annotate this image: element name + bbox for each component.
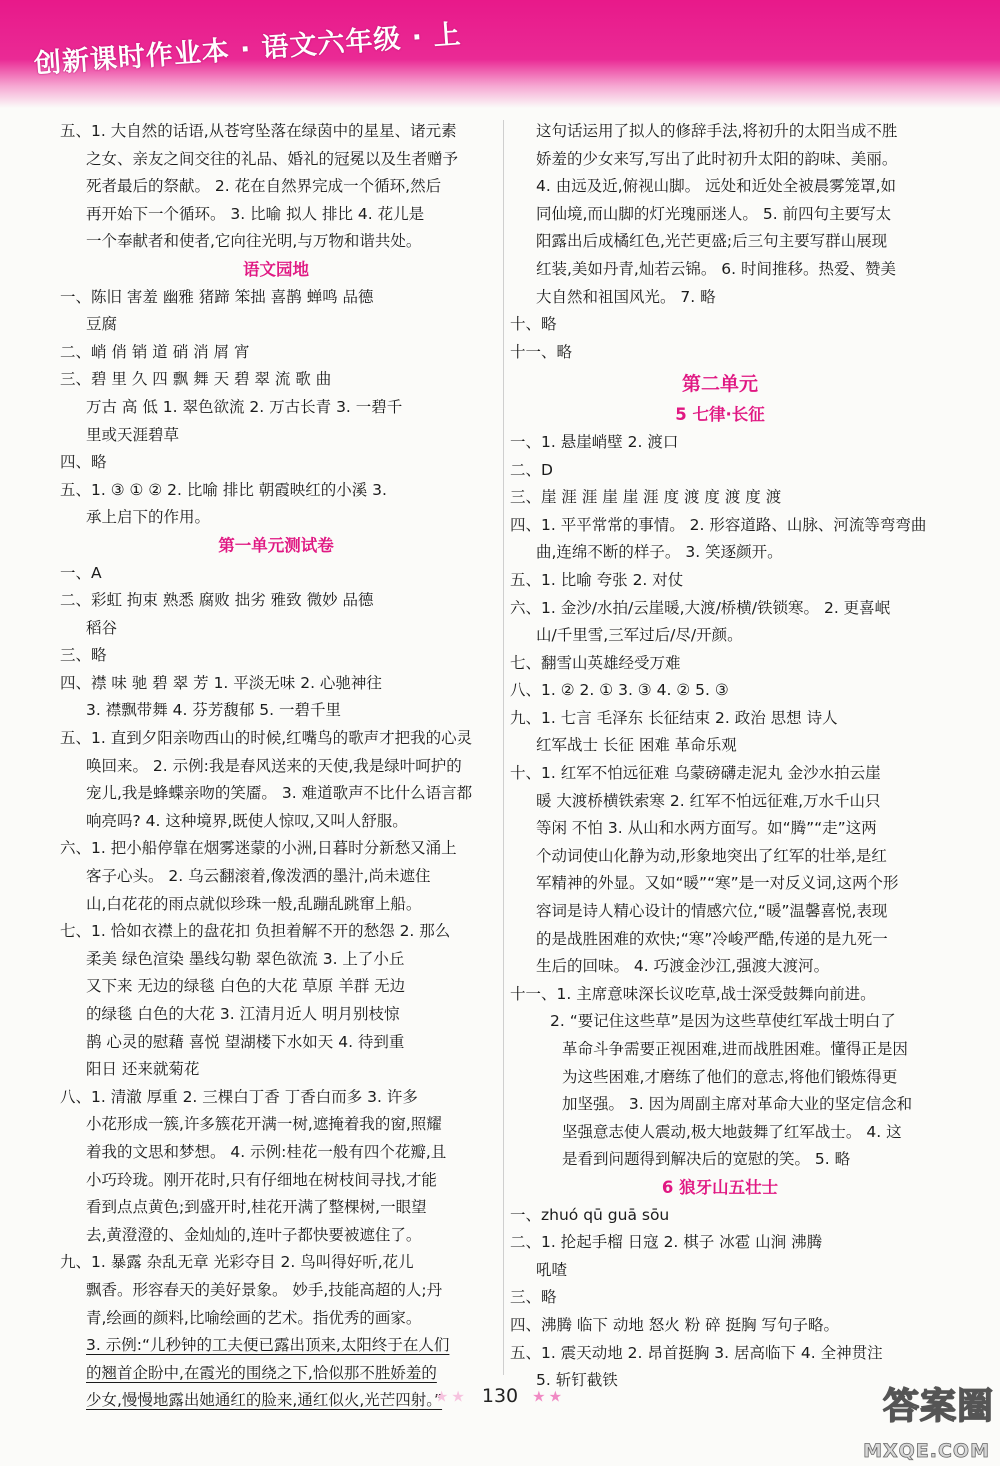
answer-line: 七、1. 恰如衣襟上的盘花扣 负担着解不开的愁怨 2. 那么: [60, 922, 451, 941]
answer-line: 阳露出后成橘红色,光芒更盛;后三句主要写群山展现: [536, 232, 888, 251]
answer-line: 六、1. 金沙/水拍/云崖暖,大渡/桥横/铁锁寒。 2. 更喜岷: [510, 598, 891, 617]
answer-line: 军精神的外显。又如“暖”“寒”是一对反义词,这两个形: [536, 874, 899, 893]
answer-line: 十、1. 红军不怕远征难 乌蒙磅礴走泥丸 金沙水拍云崖: [510, 764, 881, 783]
header-banner: [0, 0, 1000, 108]
answer-line: 个动词使山化静为动,形象地突出了红军的壮举,是红: [536, 846, 887, 865]
answer-line: 宠儿,我是蜂蝶亲吻的笑靥。 3. 难道歌声不比什么语言都: [86, 784, 473, 803]
left-column: [60, 118, 492, 1415]
section-heading: 第一单元测试卷: [218, 535, 334, 555]
answer-line: 二、峭 俏 销 道 硝 消 屑 宵: [60, 342, 250, 361]
watermark-logo: [844, 1374, 994, 1466]
answer-line: 是看到问题得到解决后的宽慰的笑。 5. 略: [562, 1150, 851, 1169]
answer-line: 三、崖 涯 涯 崖 崖 涯 度 渡 度 渡 度 渡: [510, 488, 782, 507]
answer-line: 曲,连绵不断的样子。 3. 笑逐颜开。: [536, 543, 783, 562]
section-heading: 语文园地: [243, 259, 309, 279]
answer-line: 暖 大渡桥横铁索寒 2. 红军不怕远征难,万水千山只: [536, 791, 881, 810]
answer-line: 三、略: [510, 1288, 557, 1307]
answer-line: 十一、略: [510, 342, 573, 361]
answer-line: 一个奉献者和使者,它向往光明,与万物和谐共处。: [86, 232, 422, 251]
column-divider: [503, 120, 504, 1375]
answer-line: 小巧玲珑。刚开花时,只有仔细地在树枝间寻找,才能: [86, 1170, 437, 1189]
answer-line: 等闲 不怕 3. 从山和水两方面写。如“腾”“走”这两: [536, 819, 877, 838]
page-number: 130: [481, 1385, 519, 1407]
section-heading: 第二单元: [681, 373, 758, 396]
answer-line: 山/千里雪,三军过后/尽/开颜。: [536, 626, 743, 645]
answer-line: 五、1. ③ ① ② 2. 比喻 排比 朝霞映红的小溪 3.: [60, 480, 387, 499]
answer-line: 八、1. ② 2. ① 3. ③ 4. ② 5. ③: [510, 681, 729, 700]
answer-line: 一、陈旧 害羞 幽雅 猪蹄 笨拙 喜鹊 蝉鸣 品德: [60, 287, 374, 306]
answer-line: 二、D: [510, 460, 553, 479]
answer-line: 四、略: [60, 453, 107, 472]
answer-line: 坚强意志使人震动,极大地鼓舞了红军战士。 4. 这: [562, 1122, 902, 1141]
answer-line: 三、略: [60, 646, 107, 665]
answer-line: 4. 由远及近,俯视山脚。 远处和近处全被晨雾笼罩,如: [536, 177, 896, 196]
answer-line: 2. “要记住这些草”是因为这些草使红军战士明白了: [550, 1012, 896, 1031]
answer-line: 阳日 还来就菊花: [86, 1060, 200, 1079]
star-decoration-right: ★★: [532, 1387, 566, 1406]
answer-line: 客子心头。 2. 乌云翻滚着,像泼洒的墨汁,尚未遮住: [86, 867, 431, 886]
answer-line: 八、1. 清澈 厚重 2. 三棵白丁香 丁香白而多 3. 许多: [60, 1087, 418, 1106]
answer-line: 加坚强。 3. 因为周副主席对革命大业的坚定信念和: [562, 1095, 913, 1114]
answer-line: 去,黄澄澄的、金灿灿的,连叶子都快要被遮住了。: [86, 1225, 422, 1244]
answer-line: 容词是诗人精心设计的情感穴位,“暖”温馨喜悦,表现: [536, 902, 888, 921]
answer-line: 之女、亲友之间交往的礼品、婚礼的冠冕以及生者赠予: [86, 149, 459, 168]
answer-line: 少女,慢慢地露出她通红的脸来,通红似火,光芒四射。”: [86, 1391, 443, 1410]
answer-line: 的绿毯 白色的大花 3. 江清月近人 明月别枝惊: [86, 1005, 400, 1023]
answer-line: 稻谷: [86, 618, 118, 637]
answer-line: 响亮吗? 4. 这种境界,既使人惊叹,又叫人舒服。: [86, 811, 408, 830]
answer-line: 一、zhuó qū guā sōu: [510, 1205, 670, 1224]
answer-line: 小花形成一簇,许多簇花开满一树,遮掩着我的窗,照耀: [86, 1115, 442, 1134]
answer-line: 红军战士 长征 困难 革命乐观: [536, 736, 737, 755]
answer-line: 大自然和祖国风光。 7. 略: [536, 287, 716, 306]
answer-line: 为这些困难,才磨练了他们的意志,将他们锻炼得更: [562, 1067, 898, 1086]
answer-line: 死者最后的祭献。 2. 花在自然界完成一个循环,然后: [86, 177, 442, 196]
answer-line: 飘香。形容春天的美好景象。 妙手,技能高超的人;丹: [86, 1280, 443, 1299]
answer-line: 一、A: [60, 563, 102, 582]
answer-line: 三、碧 里 久 四 飘 舞 天 碧 翠 流 歌 曲: [60, 370, 332, 389]
answer-line: 青,绘画的颜料,比喻绘画的艺术。指优秀的画家。: [86, 1308, 422, 1327]
answer-line: 鹊 心灵的慰藉 喜悦 望湖楼下水如天 4. 待到重: [86, 1032, 405, 1051]
answer-line: 五、1. 大自然的话语,从苍穹坠落在绿茵中的星星、诸元素: [60, 122, 457, 140]
answer-line: 生后的回味。 4. 巧渡金沙江,强渡大渡河。: [536, 957, 830, 976]
section-heading: 6 狼牙山五壮士: [661, 1177, 779, 1197]
answer-line: 四、1. 平平常常的事情。 2. 形容道路、山脉、河流等弯弯曲: [510, 515, 927, 534]
answer-line: 的是战胜困难的欢快;“寒”冷峻严酷,传递的是九死一: [536, 929, 888, 948]
answer-line: 着我的文思和梦想。 4. 示例:桂花一般有四个花瓣,且: [86, 1142, 447, 1161]
answer-line: 同仙境,而山脚的灯光瑰丽迷人。 5. 前四句主要写太: [536, 204, 892, 223]
answer-line: 五、1. 震天动地 2. 昂首挺胸 3. 居高临下 4. 全神贯注: [510, 1343, 883, 1362]
right-column: [510, 118, 930, 1395]
answer-line: 十、略: [510, 315, 557, 334]
star-decoration-left: ★★: [434, 1387, 468, 1406]
answer-line: 娇羞的少女来写,写出了此时初升太阳的韵味、美丽。: [536, 149, 898, 168]
book-title: 创新课时作业本 · 语文六年级 · 上: [33, 19, 463, 80]
answer-line: 这句话运用了拟人的修辞手法,将初升的太阳当成不胜: [536, 122, 898, 140]
watermark-text: 答案圈: [882, 1386, 994, 1427]
answer-line: 承上启下的作用。: [86, 508, 211, 527]
answer-line: 吼喳: [536, 1260, 568, 1279]
answer-line: 四、沸腾 临下 动地 怒火 粉 碎 挺胸 写句子略。: [510, 1315, 839, 1334]
answer-line: 革命斗争需要正视困难,进而战胜困难。懂得正是因: [562, 1040, 908, 1058]
answer-line: 四、襟 味 驰 碧 翠 芳 1. 平淡无味 2. 心驰神往: [60, 673, 382, 692]
answer-line: 万古 高 低 1. 翠色欲流 2. 万古长青 3. 一碧千: [86, 397, 403, 416]
answer-line: 再开始下一个循环。 3. 比喻 拟人 排比 4. 花儿是: [86, 204, 425, 223]
answer-line: 九、1. 暴露 杂乱无章 光彩夺目 2. 鸟叫得好听,花儿: [60, 1253, 414, 1272]
answer-line: 5. 斩钉截铁: [536, 1371, 618, 1390]
answer-line: 的翘首企盼中,在霞光的围绕之下,恰似那不胜娇羞的: [86, 1363, 437, 1382]
answer-line: 唤回来。 2. 示例:我是春风送来的天使,我是绿叶呵护的: [86, 756, 462, 775]
answer-line: 红装,美如丹青,灿若云锦。 6. 时间推移。热爱、赞美: [536, 259, 896, 278]
answer-line: 五、1. 比喻 夸张 2. 对仗: [510, 570, 684, 589]
answer-line: 豆腐: [86, 315, 118, 334]
answer-line: 又下来 无边的绿毯 白色的大花 草原 羊群 无边: [86, 977, 406, 996]
answer-line: 3. 示例:“儿秒钟的工夫便已露出顶来,太阳终于在人们: [86, 1336, 450, 1355]
answer-line: 七、翻雪山英雄经受万难: [510, 653, 681, 672]
answer-line: 看到点点黄色;到盛开时,桂花开满了整棵树,一眼望: [86, 1198, 427, 1217]
answer-line: 山,白花花的雨点就似珍珠一般,乱蹦乱跳窜上船。: [86, 894, 422, 913]
answer-line: 六、1. 把小船停靠在烟雾迷蒙的小洲,日暮时分新愁又涌上: [60, 839, 457, 858]
answer-line: 二、1. 抡起手榴 日寇 2. 棋子 冰雹 山涧 沸腾: [510, 1233, 823, 1252]
answer-line: 九、1. 七言 毛泽东 长征结束 2. 政治 思想 诗人: [510, 708, 838, 727]
answer-line: 五、1. 直到夕阳亲吻西山的时候,红嘴鸟的歌声才把我的心灵: [60, 729, 473, 748]
answer-line: 一、1. 悬崖峭壁 2. 渡口: [510, 432, 679, 451]
answer-line: 十一、1. 主席意味深长议吃草,战士深受鼓舞向前进。: [510, 984, 876, 1003]
section-heading: 5 七律·长征: [675, 405, 765, 425]
answer-line: 二、彩虹 拘束 熟悉 腐败 拙劣 雅致 微妙 品德: [60, 591, 374, 610]
answer-line: 里或天涯碧草: [86, 425, 180, 444]
answer-line: 3. 襟飘带舞 4. 芬芳馥郁 5. 一碧千里: [86, 701, 342, 720]
watermark-url: MXQE.COM: [863, 1440, 990, 1462]
answer-line: 柔美 绿色渲染 墨线勾勒 翠色欲流 3. 上了小丘: [86, 949, 405, 968]
